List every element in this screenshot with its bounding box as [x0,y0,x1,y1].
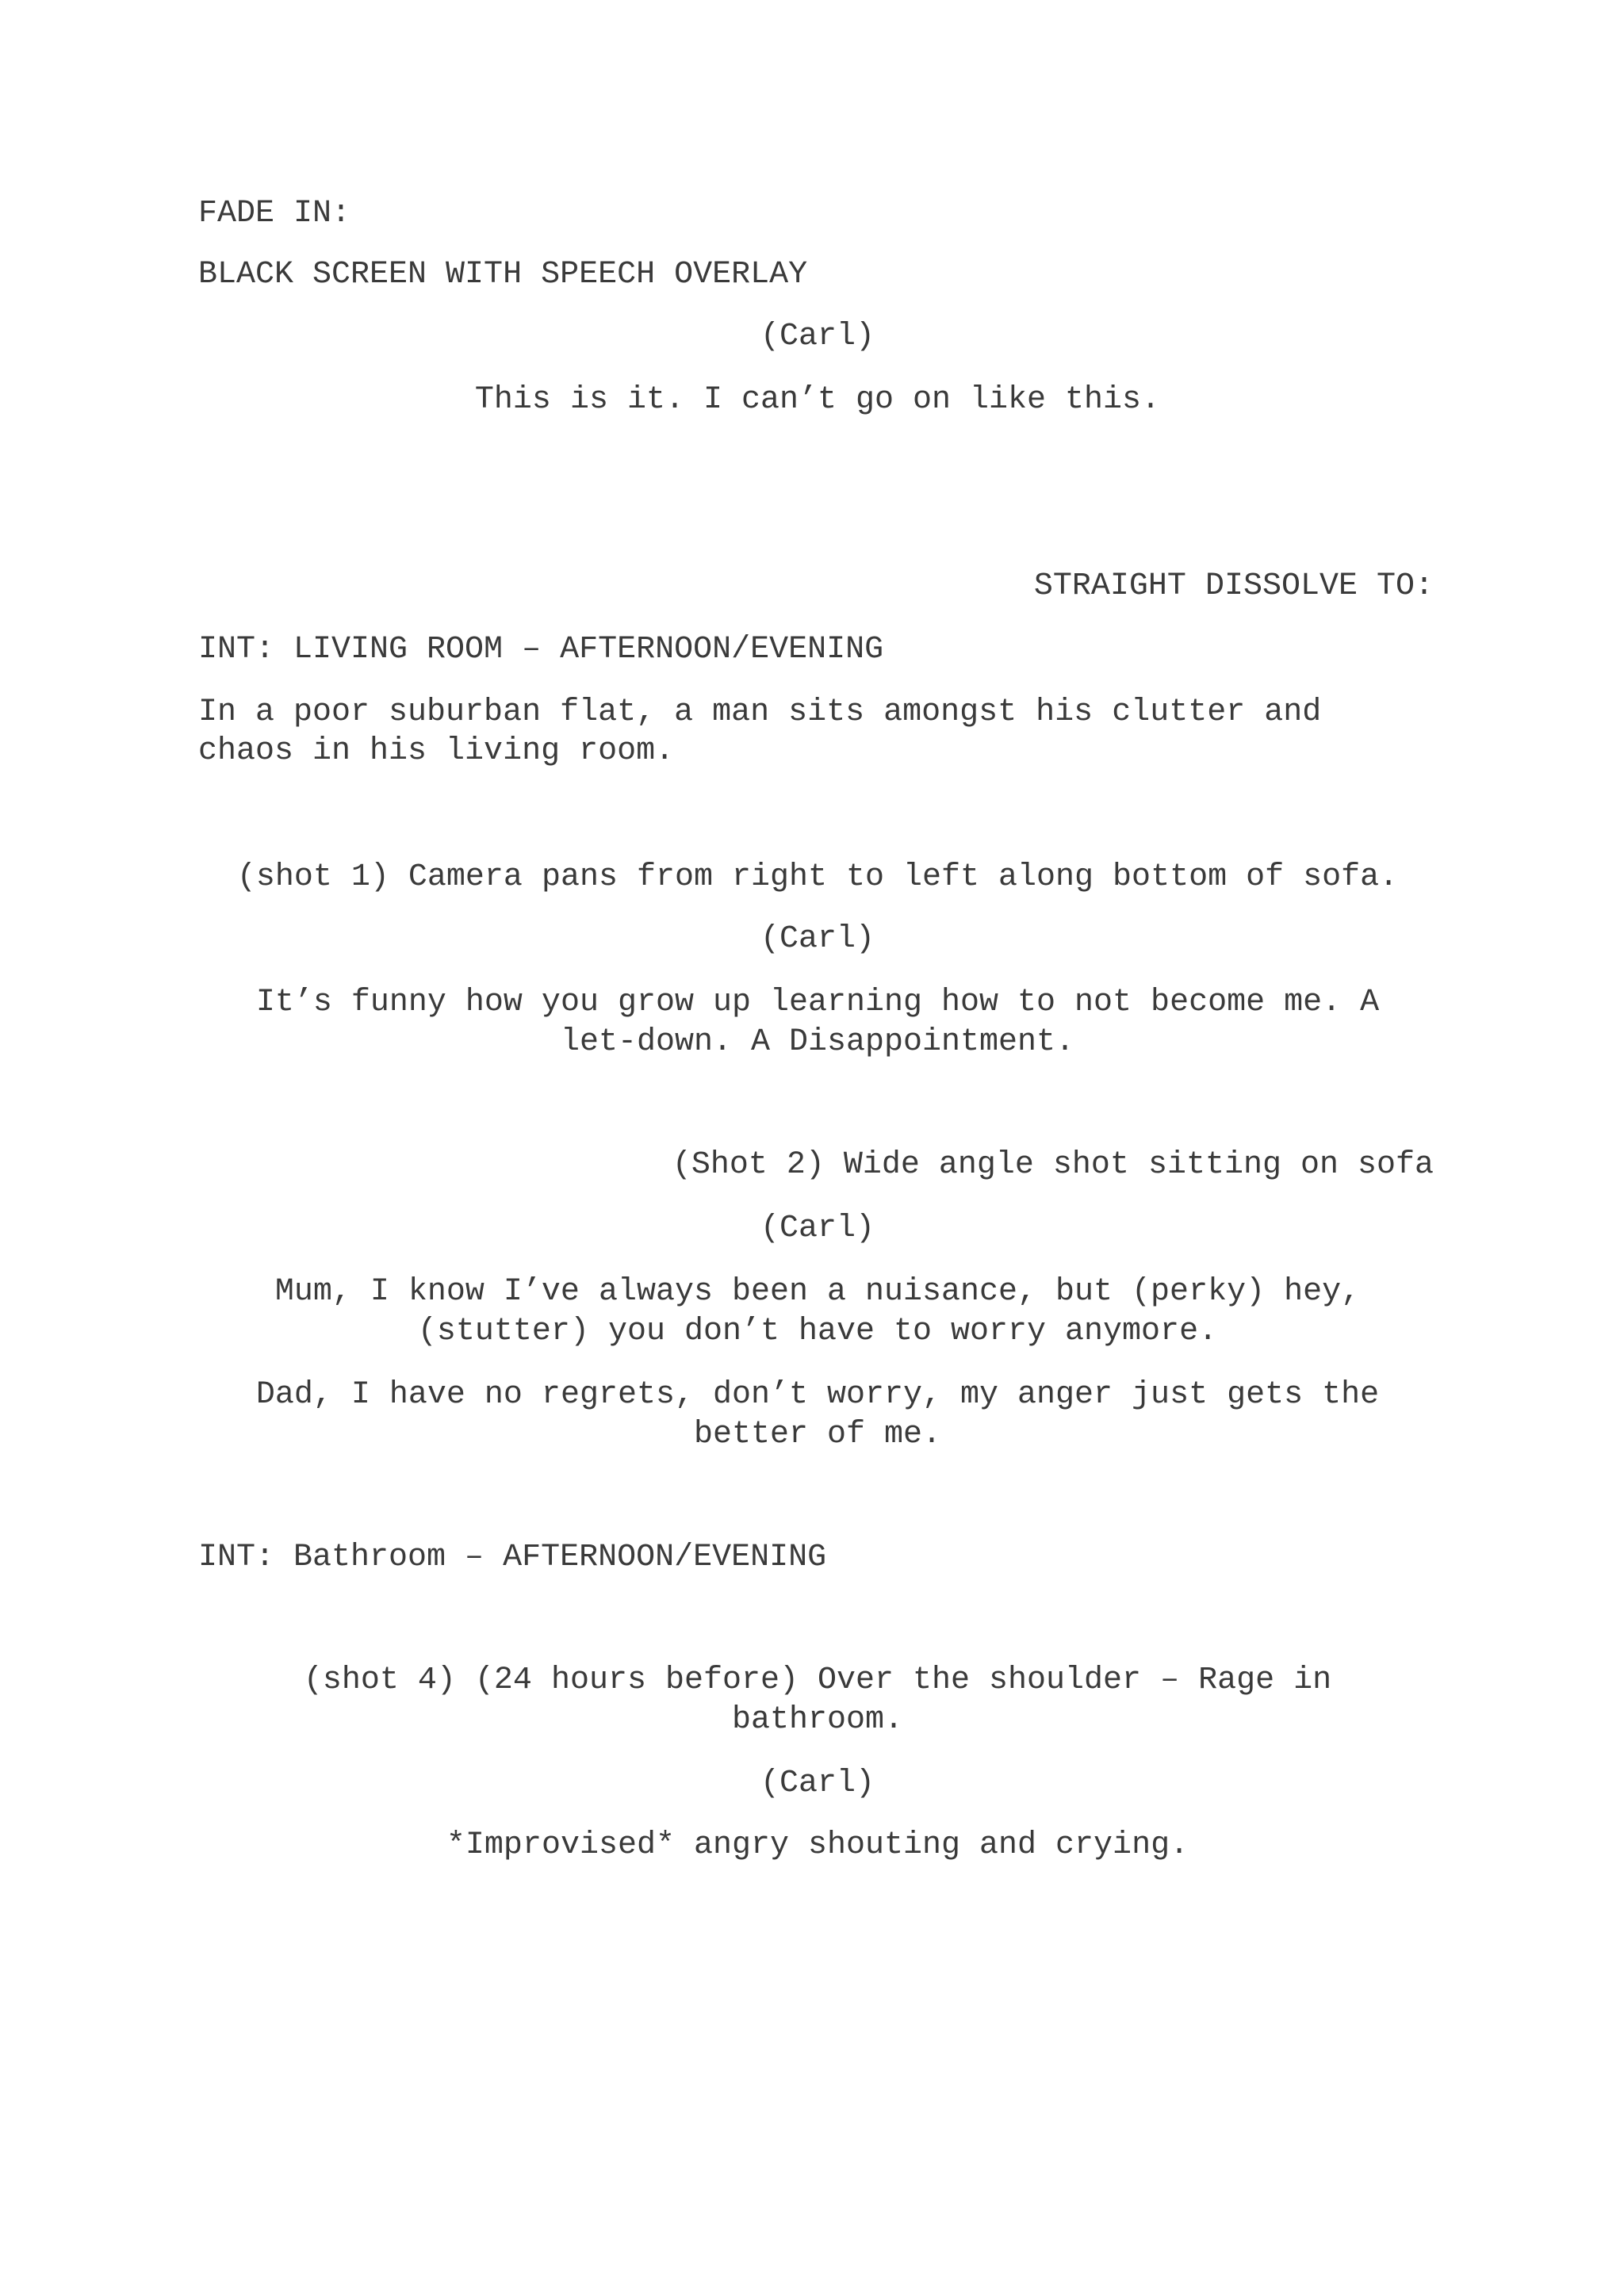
dialogue: It’s funny how you grow up learning how to not become me. A [255,985,1380,1020]
shot-direction: (shot 4) (24 hours before) Over the shoulder – Rage in [303,1663,1332,1698]
fade-in-transition: FADE IN: [198,196,351,232]
dialogue: *Improvised* angry shouting and crying. [446,1827,1189,1863]
dissolve-transition: STRAIGHT DISSOLVE TO: [1033,568,1434,604]
dialogue: This is it. I can’t go on like this. [474,382,1161,418]
dialogue: let-down. A Disappointment. [560,1024,1075,1060]
scene-heading-bathroom: INT: Bathroom – AFTERNOON/EVENING [198,1540,827,1575]
dialogue: Dad, I have no regrets, don’t worry, my anger just gets the [255,1377,1380,1413]
shot-direction: bathroom. [731,1702,904,1738]
character-name: (Carl) [760,1766,875,1801]
shot-direction: (Shot 2) Wide angle shot sitting on sofa [672,1147,1434,1183]
scene-heading-living-room: INT: LIVING ROOM – AFTERNOON/EVENING [198,632,884,668]
character-name: (Carl) [760,319,875,354]
character-name: (Carl) [760,1211,875,1246]
dialogue: Mum, I know I’ve always been a nuisance, but (perky) hey, [274,1274,1361,1310]
dialogue: (stutter) you don’t have to worry anymore. [417,1314,1218,1349]
scene-heading-black-screen: BLACK SCREEN WITH SPEECH OVERLAY [198,257,808,293]
action-line: chaos in his living room. [198,733,675,769]
character-name: (Carl) [760,921,875,957]
action-line: In a poor suburban flat, a man sits amongst his clutter and [198,695,1322,730]
shot-direction: (shot 1) Camera pans from right to left along bottom of sofa. [236,859,1399,895]
dialogue: better of me. [693,1417,942,1452]
